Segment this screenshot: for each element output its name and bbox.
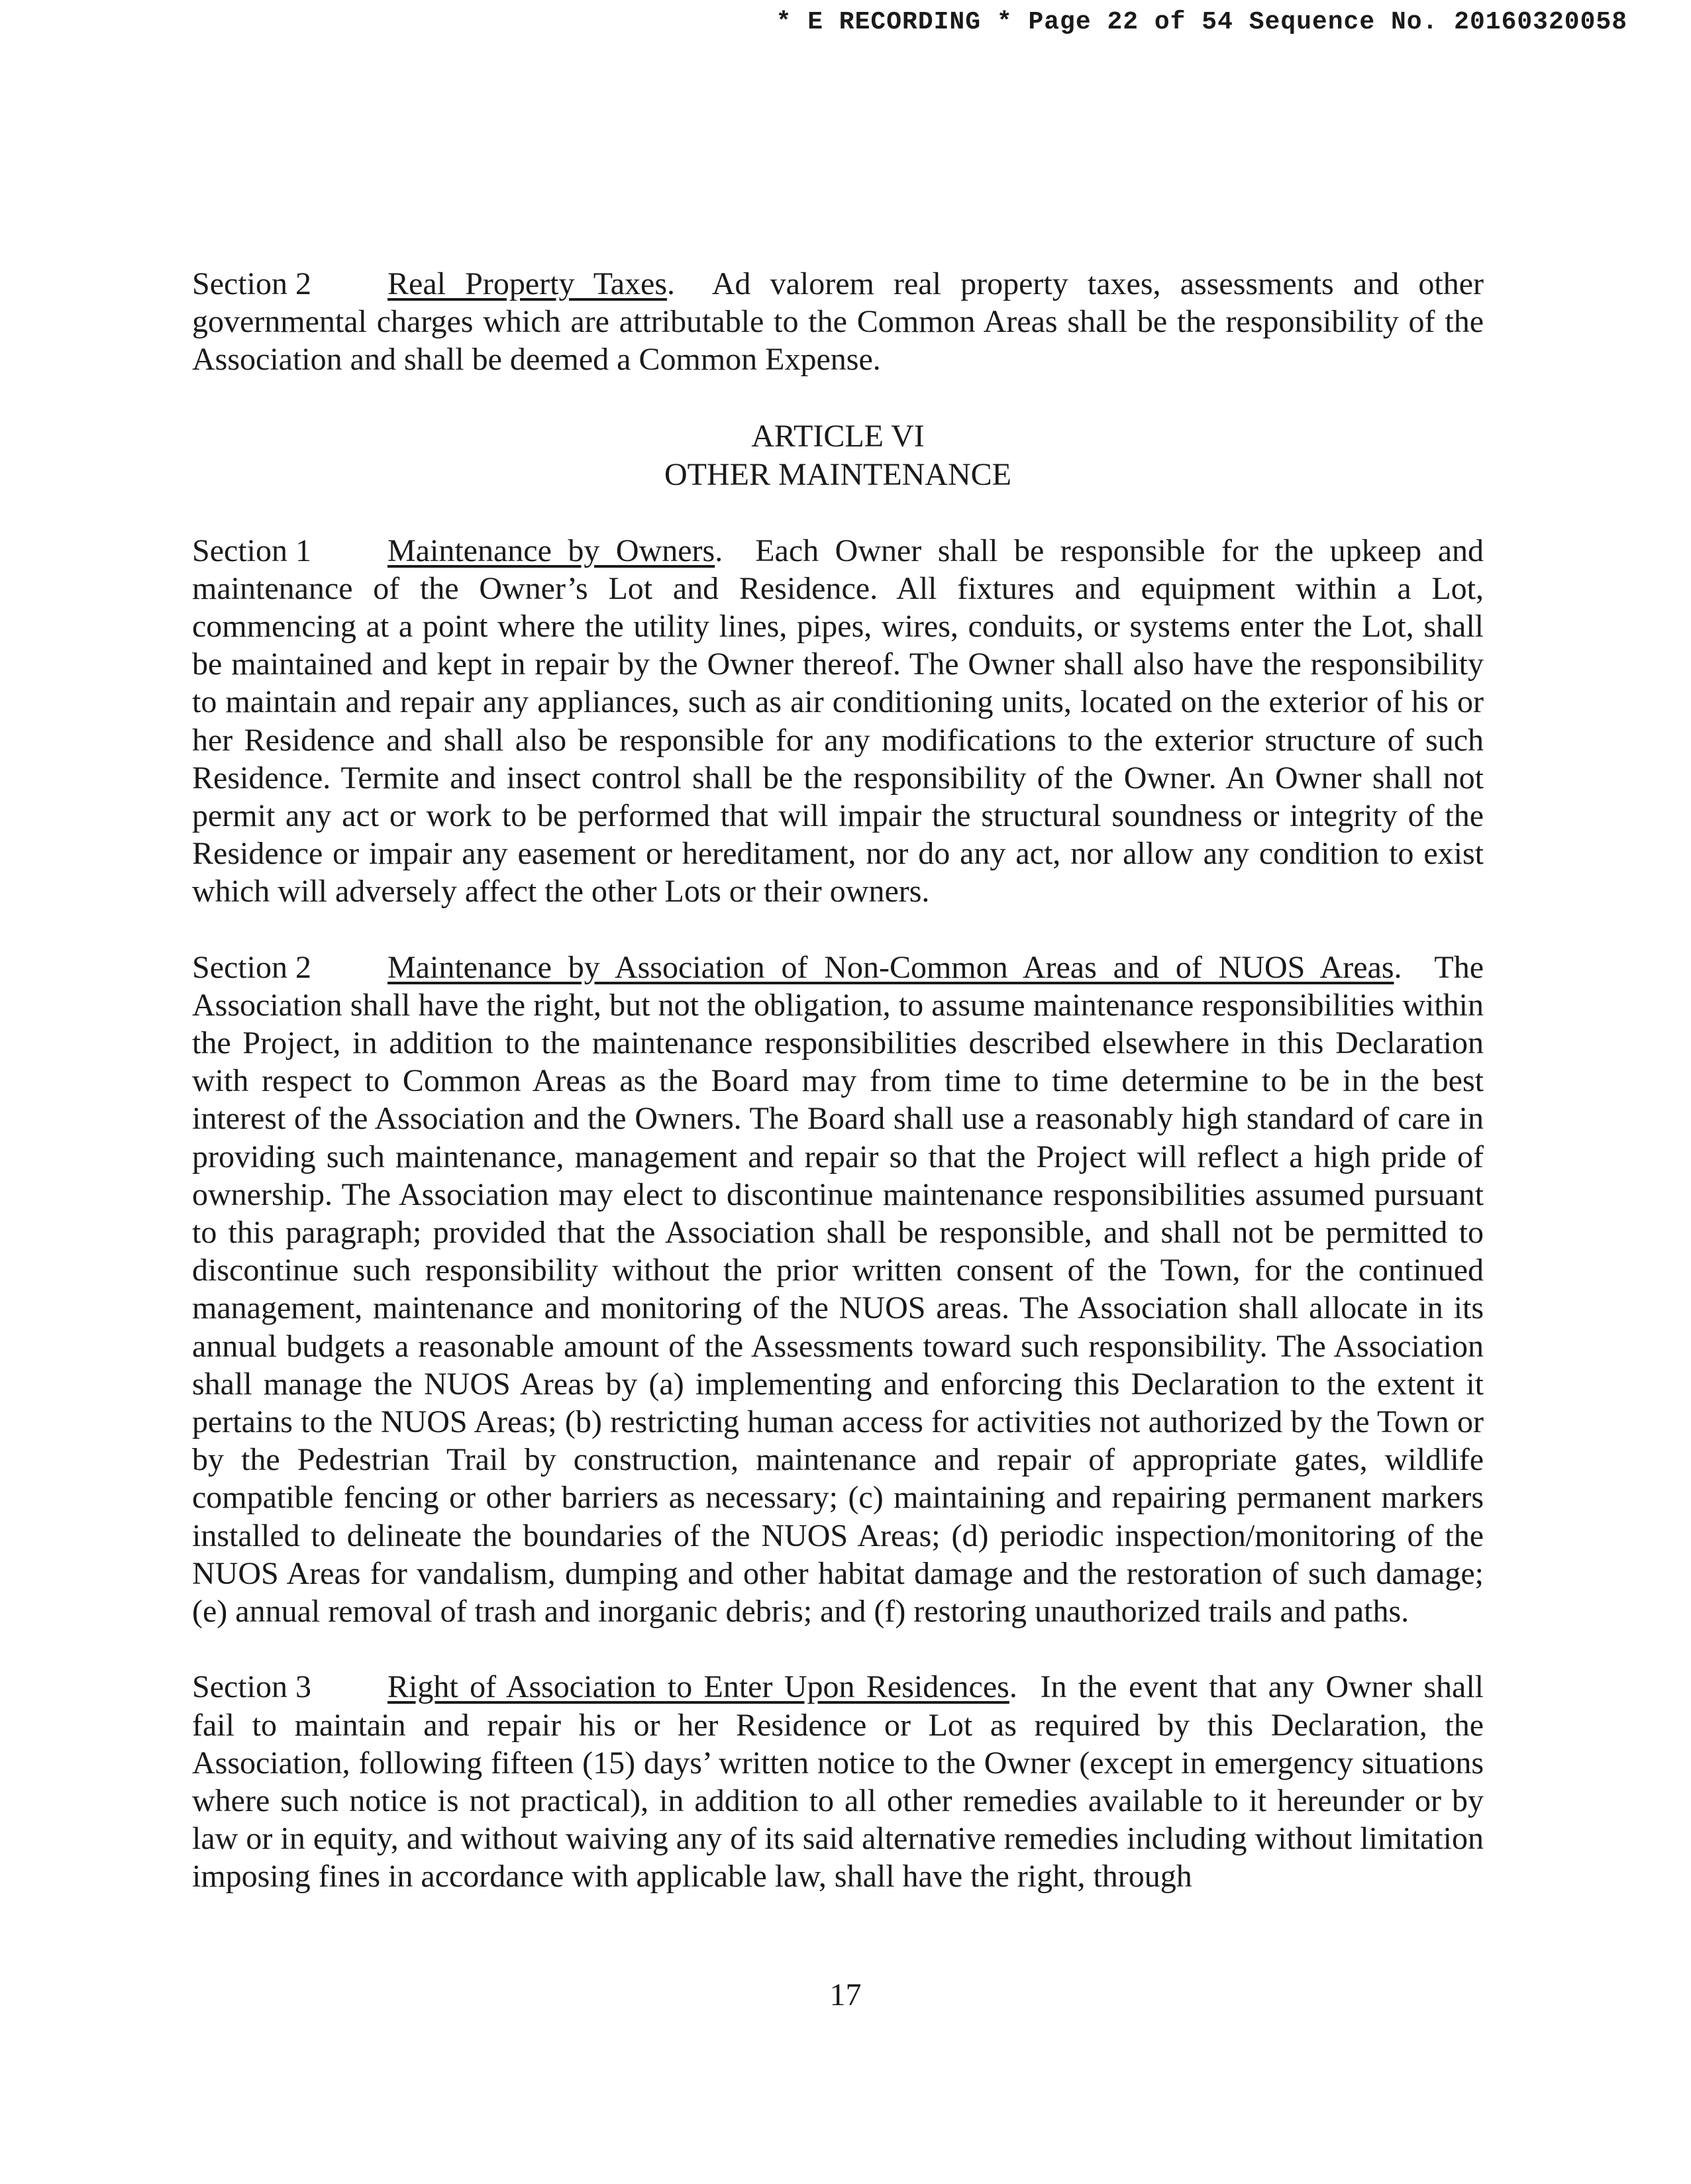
- recording-stamp: * E RECORDING * Page 22 of 54 Sequence No. 20160320058: [776, 8, 1627, 36]
- section-title: Maintenance by Owners: [387, 533, 715, 568]
- article-subheading: OTHER MAINTENANCE: [664, 456, 1011, 492]
- section-body: In the event that any Owner shall fail to maintain and repair his or her Residence or Lot as required by this Declaration, the Association, following fifteen (15) days’ written notice to the Owner (except in emergency situations where such notice is not practical), in addition to all other remedies available to it hereunder or by law or in equity, and without waiving any of its said alternative remedies including without limitation imposing fines in accordance with applicable law, shall have the right, through: [192, 1669, 1484, 1895]
- section-title: Maintenance by Association of Non-Common Areas and of NUOS Areas: [387, 949, 1394, 985]
- section-label: Section 2: [192, 266, 311, 301]
- article-heading: ARTICLE VI: [751, 418, 925, 454]
- section-body: The Association shall have the right, but not the obligation, to assume maintenance responsibilities within the Project, in addition to the maintenance responsibilities described elsewhere in this Declaration with respect to Common Areas as the Board may from time to time determine to be in the best interest of the Association and the Owners. The Board shall use a reasonably high standard of care in providing such maintenance, management and repair so that the Project will reflect a high pride of ownership. The Association may elect to discontinue maintenance responsibilities assumed pursuant to this paragraph; provided that the Association shall be responsible, and shall not be permitted to discontinue such responsibility without the prior written consent of the Town, for the continued management, maintenance and monitoring of the NUOS areas. The Association shall allocate in its annual budgets a reasonable amount of the Assessments toward such responsibility. The Association shall manage the NUOS Areas by (a) implementing and enforcing this Declaration to the extent it pertains to the NUOS Areas; (b) restricting human access for activities not authorized by the Town or by the Pedestrian Trail by construction, maintenance and repair of appropriate gates, wildlife compatible fencing or other barriers as necessary; (c) maintaining and repairing permanent markers installed to delineate the boundaries of the NUOS Areas; (d) periodic inspection/monitoring of the NUOS Areas for vandalism, dumping and other habitat damage and the restoration of such damage; (e) annual removal of trash and inorganic debris; and (f) restoring unauthorized trails and paths.: [192, 949, 1484, 1630]
- section-label: Section 2: [192, 949, 311, 985]
- section-right-of-association-to-enter: Section 3 Right of Association to Enter Upon Residences. In the event that any Owner shall fail to maintain and repair his or her Residence or Lot as required by this Declaration, the Association, following fifteen (15) days’ written notice to the Owner (except in emergency situations where such notice is not practical), in addition to all other remedies available to it hereunder or by law or in equity, and without waiving any of its said alternative remedies including without limitation imposing fines in accordance with applicable law, shall have the right, through: [192, 1669, 1484, 1895]
- section-maintenance-by-owners: Section 1 Maintenance by Owners. Each Owner shall be responsible for the upkeep and maintenance of the Owner’s Lot and Residence. All fixtures and equipment within a Lot, commencing at a point where the utility lines, pipes, wires, conduits, or systems enter the Lot, shall be maintained and kept in repair by the Owner thereof. The Owner shall also have the responsibility to maintain and repair any appliances, such as air conditioning units, located on the exterior of his or her Residence and shall also be responsible for any modifications to the exterior structure of such Residence. Termite and insect control shall be the responsibility of the Owner. An Owner shall not permit any act or work to be performed that will impair the structural soundness or integrity of the Residence or impair any easement or hereditament, nor do any act, nor allow any condition to exist which will adversely affect the other Lots or their owners.: [192, 533, 1484, 910]
- section-label: Section 3: [192, 1669, 311, 1705]
- page-number: 17: [829, 1977, 862, 2012]
- section-title: Real Property Taxes: [387, 266, 668, 301]
- section-title: Right of Association to Enter Upon Residences: [387, 1669, 1009, 1705]
- section-maintenance-by-association: Section 2 Maintenance by Association of Non-Common Areas and of NUOS Areas. The Association shall have the right, but not the obligation, to assume maintenance responsibilities within the Project, in addition to the maintenance responsibilities described elsewhere in this Declaration with respect to Common Areas as the Board may from time to time determine to be in the best interest of the Association and the Owners. The Board shall use a reasonably high standard of care in providing such maintenance, management and repair so that the Project will reflect a high pride of ownership. The Association may elect to discontinue maintenance responsibilities assumed pursuant to this paragraph; provided that the Association shall be responsible, and shall not be permitted to discontinue such responsibility without the prior written consent of the Town, for the continued management, maintenance and monitoring of the NUOS areas. The Association shall allocate in its annual budgets a reasonable amount of the Assessments toward such responsibility. The Association shall manage the NUOS Areas by (a) implementing and enforcing this Declaration to the extent it pertains to the NUOS Areas; (b) restricting human access for activities not authorized by the Town or by the Pedestrian Trail by construction, maintenance and repair of appropriate gates, wildlife compatible fencing or other barriers as necessary; (c) maintaining and repairing permanent markers installed to delineate the boundaries of the NUOS Areas; (d) periodic inspection/monitoring of the NUOS Areas for vandalism, dumping and other habitat damage and the restoration of such damage; (e) annual removal of trash and inorganic debris; and (f) restoring unauthorized trails and paths.: [192, 949, 1484, 1630]
- section-body: Each Owner shall be responsible for the upkeep and maintenance of the Owner’s Lot and Residence. All fixtures and equipment within a Lot, commencing at a point where the utility lines, pipes, wires, conduits, or systems enter the Lot, shall be maintained and kept in repair by the Owner thereof. The Owner shall also have the responsibility to maintain and repair any appliances, such as air conditioning units, located on the exterior of his or her Residence and shall also be responsible for any modifications to the exterior structure of such Residence. Termite and insect control shall be the responsibility of the Owner. An Owner shall not permit any act or work to be performed that will impair the structural soundness or integrity of the Residence or impair any easement or hereditament, nor do any act, nor allow any condition to exist which will adversely affect the other Lots or their owners.: [192, 533, 1484, 910]
- section-label: Section 1: [192, 533, 311, 568]
- section-real-property-taxes: Section 2 Real Property Taxes. Ad valorem real property taxes, assessments and other governmental charges which are attributable to the Common Areas shall be the responsibility of the Association and shall be deemed a Common Expense.: [192, 266, 1484, 378]
- document-body: [192, 265, 1484, 1896]
- section-body: Ad valorem real property taxes, assessments and other governmental charges which are attributable to the Common Areas shall be the responsibility of the Association and shall be deemed a Common Expense.: [192, 266, 1484, 378]
